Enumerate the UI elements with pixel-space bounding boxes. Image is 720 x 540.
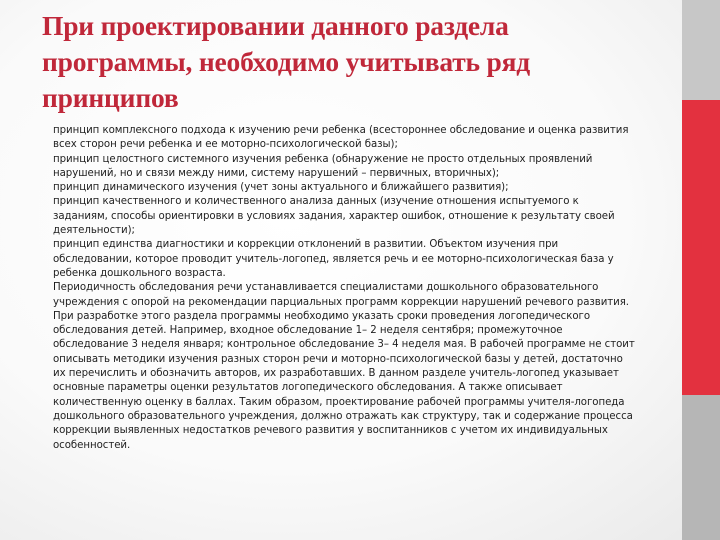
principle-qualitative-quantitative: принцип качественного и количественного анализа данных (изучение отношения испытуемого к заданиям, способы ориентировки в условиях задания, характер ошибок, отношение к результату своей деятельности);	[53, 196, 615, 237]
slide-title: При проектировании данного раздела программы, необходимо учитывать ряд принципов	[42, 10, 531, 113]
decorative-side-bar	[682, 0, 720, 540]
principle-comprehensive: принцип комплексного подхода к изучению речи ребенка (всестороннее обследование и оценка развития всех сторон речи ребенка и ее моторно-психологической базы);	[53, 125, 629, 151]
side-bar-top-band	[682, 0, 720, 100]
slide-body	[53, 124, 635, 453]
principle-diagnostics-correction: принцип единства диагностики и коррекции отклонений в развитии. Объектом изучения при обследовании, которое проводит учитель-логопед, является речь и ее моторно-психологическая база у ребенка дошкольного возраста.	[53, 239, 614, 279]
principle-dynamic: принцип динамического изучения (учет зоны актуального и ближайшего развития);	[53, 182, 509, 194]
side-bar-bottom-band	[682, 395, 720, 540]
examination-periodicity-paragraph: Периодичность обследования речи устанавливается специалистами дошкольного образовательного учреждения с опорой на рекомендации парциальных программ коррекции нарушений речевого развития. При разработке этого раздела программы необходимо указать сроки проведения логопедического обследования детей. Например, входное обследование 1– 2 неделя сентября; промежуточное обследование 3 неделя января; контрольное обследование 3– 4 неделя мая. В рабочей программе не стоит описывать методики изучения разных сторон речи и моторно-психологической базы у детей, достаточно их перечислить и обозначить авторов, их разработавших. В данном разделе учитель-логопед указывает основные параметры оценки результатов логопедического обследования. А также описывает количественную оценку в баллах. Таким образом, проектирование рабочей программы учителя-логопеда дошкольного образовательного учреждения, должно отражать как структуру, так и содержание процесса коррекции выявленных недостатков речевого развития у воспитанников с учетом их индивидуальных особенностей.	[53, 282, 635, 451]
side-bar-accent-band	[682, 100, 720, 395]
principle-holistic: принцип целостного системного изучения ребенка (обнаружение не просто отдельных проявлений нарушений, но и связи между ними, систему нарушений – первичных, вторичных);	[53, 153, 593, 179]
